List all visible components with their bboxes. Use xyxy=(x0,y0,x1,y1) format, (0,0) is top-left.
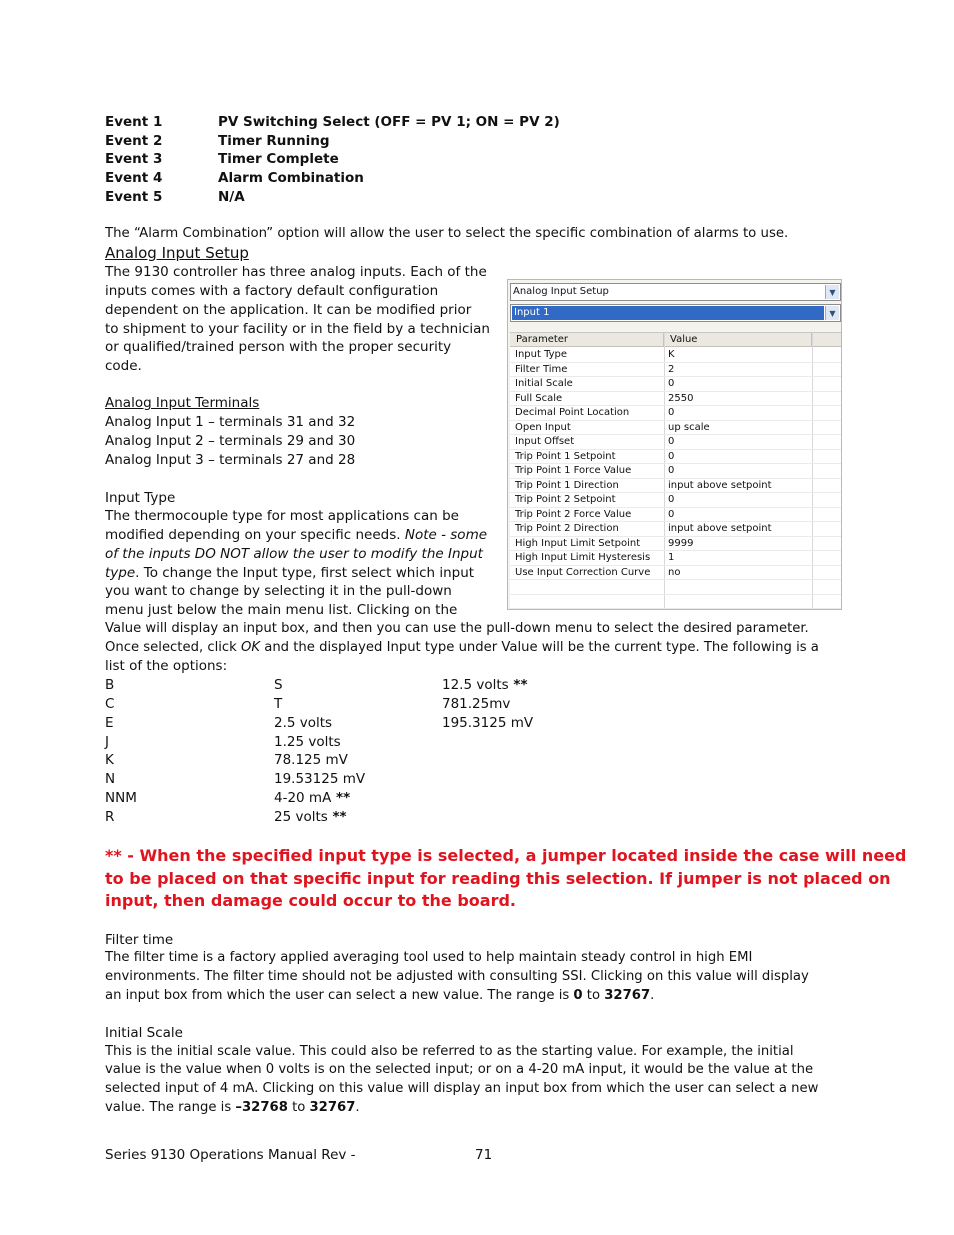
terminal-line: Analog Input 3 – terminals 27 and 28 xyxy=(105,452,356,468)
option-label: K xyxy=(105,752,114,769)
parameter-row[interactable] xyxy=(510,464,841,479)
parameter-value[interactable]: 0 xyxy=(668,378,675,389)
parameter-value[interactable]: 0 xyxy=(668,407,675,418)
range-max: 32767 xyxy=(604,988,651,1003)
text-run: Once selected, click xyxy=(105,640,242,655)
chevron-down-icon[interactable]: ▼ xyxy=(825,285,839,299)
parameter-name: Decimal Point Location xyxy=(515,407,630,418)
option-label: 781.25mv xyxy=(442,695,511,712)
event-label: Event 3 xyxy=(105,151,163,167)
input-type-line: Value will display an input box, and then you can use the pull-down menu to select the desired parameter. xyxy=(105,621,809,636)
text-run: . To change the Input type, first select which input xyxy=(135,565,475,581)
option-item xyxy=(442,714,533,733)
terminal-line: Analog Input 2 – terminals 29 and 30 xyxy=(105,433,356,449)
event-desc: Timer Running xyxy=(218,133,330,149)
parameter-row[interactable] xyxy=(510,479,841,494)
intro-line: to shipment to your facility or in the field by a technician xyxy=(105,321,490,337)
italic-note: type xyxy=(105,565,136,581)
input-select-value: Input 1 xyxy=(514,307,550,318)
event-desc: PV Switching Select (OFF = PV 1; ON = PV 2) xyxy=(218,114,560,130)
option-label: E xyxy=(105,714,114,731)
input-type-line: you want to change by selecting it in the pull-down xyxy=(105,583,452,599)
column-header-value[interactable] xyxy=(664,333,812,347)
parameter-name: Initial Scale xyxy=(515,378,573,389)
warning-line: to be placed on that specific input for reading this selection. If jumper is not placed on xyxy=(105,869,891,888)
intro-line: code. xyxy=(105,358,142,374)
option-item xyxy=(274,676,283,695)
initial-heading: Initial Scale xyxy=(105,1025,183,1041)
event-label: Event 1 xyxy=(105,114,163,130)
parameter-value[interactable]: 0 xyxy=(668,508,675,520)
option-item xyxy=(105,770,115,789)
parameter-value[interactable]: 0 xyxy=(668,494,675,505)
option-item xyxy=(274,770,365,789)
option-label: 12.5 volts xyxy=(442,677,509,693)
input-type-line: of the inputs DO NOT allow the user to modify the Input xyxy=(105,546,483,562)
text-run: to xyxy=(582,988,605,1003)
option-item xyxy=(105,695,114,714)
option-item xyxy=(274,695,282,714)
parameter-name: Use Input Correction Curve xyxy=(515,566,651,578)
option-item xyxy=(274,789,350,808)
row-divider xyxy=(510,579,841,580)
warning-line: input, then damage could occur to the board. xyxy=(105,891,516,910)
parameter-value[interactable]: up scale xyxy=(668,421,710,433)
text-run: value. The range is xyxy=(105,1100,236,1115)
parameter-name: Trip Point 2 Direction xyxy=(515,523,619,534)
intro-line: or qualified/trained person with the proper security xyxy=(105,339,452,355)
text-run: . xyxy=(650,988,655,1003)
italic-note: Note - some xyxy=(404,527,488,543)
event-label: Event 5 xyxy=(105,189,163,205)
input-type-line: menu just below the main menu list. Clicking on the xyxy=(105,602,458,618)
parameter-name: Trip Point 1 Direction xyxy=(515,479,619,491)
parameter-value[interactable]: input above setpoint xyxy=(668,523,772,534)
parameter-row[interactable] xyxy=(510,551,841,566)
parameter-row[interactable] xyxy=(510,566,841,581)
italic-ok: OK xyxy=(241,640,261,655)
parameter-row[interactable] xyxy=(510,450,841,465)
text-run: an input box from which the user can select a new value. The range is xyxy=(105,988,574,1003)
parameter-value[interactable]: 9999 xyxy=(668,537,694,549)
filter-heading: Filter time xyxy=(105,932,174,948)
jumper-marker: ** xyxy=(327,808,347,825)
intro-line: The 9130 controller has three analog inputs. Each of the xyxy=(105,264,487,280)
option-label: 4-20 mA xyxy=(274,790,332,807)
filter-line: environments. The filter time should not be adjusted with consulting SSI. Clicking on this value will display xyxy=(105,969,809,984)
option-label: C xyxy=(105,695,115,712)
event-desc: Alarm Combination xyxy=(218,170,364,186)
option-label: 1.25 volts xyxy=(274,733,341,750)
footer-title: Series 9130 Operations Manual Rev - xyxy=(105,1147,356,1163)
option-item xyxy=(442,676,528,695)
text-run: and the displayed Input type under Value will be the current type. The following is a xyxy=(260,640,819,655)
parameter-name: High Input Limit Setpoint xyxy=(515,537,641,549)
option-item xyxy=(105,808,114,827)
range-min: –32768 xyxy=(235,1100,288,1115)
column-header-blank xyxy=(812,333,841,347)
parameter-name: Full Scale xyxy=(515,392,563,404)
option-item xyxy=(105,733,109,752)
parameter-row[interactable] xyxy=(510,435,841,450)
intro-line: inputs comes with a factory default configuration xyxy=(105,283,439,299)
option-item xyxy=(105,714,114,733)
parameter-row[interactable] xyxy=(510,522,841,537)
parameter-row[interactable] xyxy=(510,377,841,392)
input-type-line xyxy=(105,639,819,658)
input-select[interactable] xyxy=(510,304,841,322)
text-run: to xyxy=(287,1100,310,1115)
parameter-row[interactable] xyxy=(510,406,841,421)
terminals-heading: Analog Input Terminals xyxy=(105,395,260,411)
row-divider xyxy=(510,608,841,609)
option-item xyxy=(274,751,348,770)
terminal-line: Analog Input 1 – terminals 31 and 32 xyxy=(105,414,356,430)
option-label: B xyxy=(105,677,115,693)
option-label: 19.53125 mV xyxy=(274,771,366,788)
text-run: . xyxy=(355,1100,360,1115)
chevron-down-icon[interactable]: ▼ xyxy=(825,306,839,320)
input-type-line: The thermocouple type for most applications can be xyxy=(105,508,459,524)
option-item xyxy=(105,789,137,808)
option-item xyxy=(442,695,510,714)
parameter-name: Trip Point 2 Force Value xyxy=(515,508,632,520)
option-label: 78.125 mV xyxy=(274,752,348,769)
parameter-row[interactable] xyxy=(510,508,841,523)
option-label: T xyxy=(274,695,283,712)
parameter-name: Filter Time xyxy=(515,363,568,375)
range-max: 32767 xyxy=(309,1100,356,1115)
menu-select-value: Analog Input Setup xyxy=(513,286,609,297)
parameter-value[interactable]: 0 xyxy=(668,450,675,462)
intro-line: dependent on the application. It can be modified prior xyxy=(105,302,472,318)
parameter-name: Input Offset xyxy=(515,436,575,447)
parameter-row[interactable] xyxy=(510,392,841,407)
event-label: Event 4 xyxy=(105,170,163,186)
parameter-value[interactable]: 2550 xyxy=(668,392,694,404)
parameter-value[interactable]: 0 xyxy=(668,436,675,447)
parameter-name: Trip Point 1 Force Value xyxy=(515,465,632,476)
event-desc: Timer Complete xyxy=(218,151,339,167)
parameter-row[interactable] xyxy=(510,348,841,363)
event-label: Event 2 xyxy=(105,133,163,149)
parameter-name: High Input Limit Hysteresis xyxy=(515,552,651,563)
option-item xyxy=(105,751,114,770)
initial-line: This is the initial scale value. This could also be referred to as the starting value. For example, the initial xyxy=(105,1044,794,1059)
parameter-name: Open Input xyxy=(515,421,571,433)
column-header-label: Value xyxy=(670,334,698,345)
input-type-heading: Input Type xyxy=(105,490,176,506)
filter-line xyxy=(105,987,654,1006)
parameter-value[interactable]: 2 xyxy=(668,363,675,375)
option-item xyxy=(274,733,341,752)
input-type-line xyxy=(105,526,487,545)
input-type-line xyxy=(105,564,474,583)
menu-select[interactable] xyxy=(510,283,841,301)
page-number: 71 xyxy=(475,1147,493,1163)
input-type-line: list of the options: xyxy=(105,658,228,674)
analog-input-setup-panel xyxy=(507,279,842,610)
parameter-value[interactable]: 0 xyxy=(668,465,675,476)
option-label: 195.3125 mV xyxy=(442,714,534,731)
filter-line: The filter time is a factory applied averaging tool used to help maintain steady control in high EMI xyxy=(105,950,753,965)
parameter-name: Trip Point 2 Setpoint xyxy=(515,494,616,505)
warning-line: ** - When the specified input type is selected, a jumper located inside the case will need xyxy=(105,846,907,865)
parameter-value[interactable]: input above setpoint xyxy=(668,479,772,491)
option-item xyxy=(105,676,114,695)
input-select-highlight xyxy=(512,306,824,320)
alarm-combination-paragraph: The “Alarm Combination” option will allow the user to select the specific combination of alarms to use. xyxy=(105,226,789,241)
parameter-row[interactable] xyxy=(510,537,841,552)
parameter-row[interactable] xyxy=(510,363,841,378)
column-header-parameter[interactable] xyxy=(510,333,664,347)
parameter-value[interactable]: 1 xyxy=(668,552,675,563)
parameter-value[interactable]: K xyxy=(668,349,675,360)
jumper-marker: ** xyxy=(331,790,351,807)
option-label: N xyxy=(105,771,116,788)
initial-line: value is the value when 0 volts is on the selected input; or on a 4-20 mA input, it would be the value at the xyxy=(105,1062,814,1077)
initial-line xyxy=(105,1099,360,1118)
parameter-name: Trip Point 1 Setpoint xyxy=(515,450,616,462)
option-label: S xyxy=(274,677,283,693)
parameter-name: Input Type xyxy=(515,349,568,360)
parameter-row[interactable] xyxy=(510,493,841,508)
parameter-value[interactable]: no xyxy=(668,566,681,578)
row-divider xyxy=(510,594,841,595)
initial-line: selected input of 4 mA. Clicking on this value will display an input box from which the user can select a new xyxy=(105,1081,819,1096)
option-label: NNM xyxy=(105,790,137,807)
option-item xyxy=(274,714,332,733)
column-header-label: Parameter xyxy=(516,334,569,345)
option-label: 25 volts xyxy=(274,808,328,825)
event-desc: N/A xyxy=(218,189,245,205)
jumper-marker: ** xyxy=(508,677,528,693)
option-item xyxy=(274,808,347,827)
text-run: modified depending on your specific needs. xyxy=(105,527,405,543)
parameter-row[interactable] xyxy=(510,421,841,436)
option-label: 2.5 volts xyxy=(274,714,333,731)
parameter-grid xyxy=(510,332,841,609)
range-min: 0 xyxy=(573,988,583,1003)
section-heading-analog-input-setup: Analog Input Setup xyxy=(105,244,249,262)
option-label: J xyxy=(105,733,109,750)
option-label: R xyxy=(105,808,115,825)
